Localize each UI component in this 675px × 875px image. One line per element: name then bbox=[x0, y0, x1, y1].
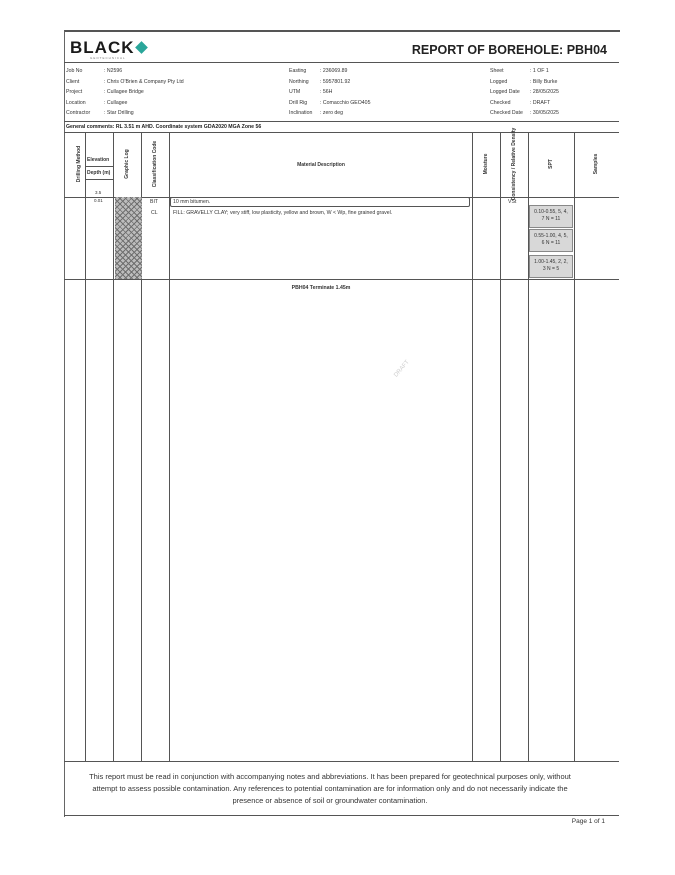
meta-value: : 1 OF 1 bbox=[530, 68, 549, 74]
meta-value: : Billy Burke bbox=[530, 78, 558, 85]
depth-value: 0.01 bbox=[94, 198, 103, 203]
col-elevation: Elevation bbox=[87, 157, 110, 163]
class-code: BIT bbox=[150, 199, 159, 205]
meta-mid bbox=[289, 66, 370, 119]
page-number: Page 1 of 1 bbox=[571, 818, 605, 825]
col-depth: Depth (m) bbox=[87, 170, 111, 176]
meta-label: Sheet bbox=[490, 68, 504, 74]
logo-text: BLACK bbox=[70, 38, 135, 57]
column-divider bbox=[574, 132, 575, 761]
meta-label: Logged Date bbox=[490, 89, 520, 96]
column-divider bbox=[113, 132, 114, 761]
report-frame bbox=[64, 30, 620, 817]
meta-label: Drill Rig bbox=[289, 99, 308, 106]
draft-watermark: DRAFT bbox=[393, 359, 411, 379]
footer-bottom-rule bbox=[64, 815, 619, 816]
report-title: REPORT OF BOREHOLE: PBH04 bbox=[411, 43, 607, 57]
col-classification: Classification Code bbox=[152, 140, 158, 188]
meta-left bbox=[66, 66, 184, 119]
meta-rule bbox=[64, 121, 619, 122]
header-rule bbox=[64, 62, 619, 63]
spt-line: 7 N = 11 bbox=[541, 216, 561, 222]
material-description: 10 mm bitumen. bbox=[173, 199, 211, 205]
column-divider bbox=[500, 132, 501, 761]
meta-value: : Chris O'Brien & Company Pty Ltd bbox=[104, 78, 184, 85]
meta-label: Inclination bbox=[289, 110, 313, 117]
logo-tagline: GEOTECHNICAL bbox=[90, 56, 126, 60]
meta-value: : 28/05/2025 bbox=[530, 89, 559, 96]
class-code: CL bbox=[151, 210, 158, 216]
logo-diamond-icon bbox=[135, 41, 148, 54]
spt-test bbox=[529, 205, 573, 228]
col-spt: SPT bbox=[548, 159, 554, 169]
col-graphic-log: Graphic Log bbox=[124, 149, 130, 179]
meta-label: Client bbox=[66, 78, 80, 85]
meta-label: Checked bbox=[490, 99, 511, 106]
col-consistency: Consistency / Relative Density bbox=[511, 127, 517, 201]
meta-label: UTM bbox=[289, 89, 301, 96]
elevation-value: 3.5 bbox=[95, 190, 102, 195]
meta-label: Checked Date bbox=[490, 110, 523, 117]
meta-value: : Star Drilling bbox=[104, 110, 134, 117]
meta-value: : zero deg bbox=[320, 110, 344, 117]
meta-label: Northing bbox=[289, 78, 309, 85]
spt-line: 0.55-1.00, 4, 5, bbox=[534, 233, 568, 239]
material-description: FILL: GRAVELLY CLAY; very stiff, low plasticity, yellow and brown, W < Wp, fine grained gravel. bbox=[173, 210, 393, 216]
meta-value: : 30/05/2025 bbox=[530, 110, 559, 117]
meta-label: Contractor bbox=[66, 110, 91, 117]
comments-rule bbox=[64, 132, 619, 133]
col-drilling-method: Drilling Method bbox=[76, 145, 82, 183]
col-samples: Samples bbox=[593, 153, 599, 175]
company-logo bbox=[70, 38, 146, 58]
meta-right bbox=[490, 66, 559, 119]
meta-value: : 236069.89 bbox=[320, 68, 348, 74]
meta-value: : 56H bbox=[320, 89, 333, 96]
meta-label: Project bbox=[66, 89, 83, 96]
elev-depth-rule bbox=[85, 179, 113, 180]
meta-value: : Comacchio GEO405 bbox=[320, 99, 371, 106]
graphic-log-hatch bbox=[115, 197, 142, 279]
column-divider bbox=[472, 132, 473, 761]
spt-line: 0.10-0.55, 5, 4, bbox=[534, 209, 568, 215]
meta-value: : DRAFT bbox=[530, 99, 551, 106]
meta-label: Job No bbox=[66, 68, 83, 74]
meta-value: : 5957801.92 bbox=[320, 78, 351, 85]
bitumen-row-box bbox=[170, 197, 470, 207]
log-bottom-rule bbox=[64, 761, 619, 762]
meta-value: : Cullagee Bridge bbox=[104, 89, 144, 96]
meta-label: Easting bbox=[289, 68, 307, 74]
spt-test bbox=[529, 255, 573, 278]
disclaimer: This report must be read in conjunction with accompanying notes and abbreviations. It has been prepared for geotechnical purposes only, without attempt to assess possible contamination. Any references to potential contamination are for information only and do not necessarily indicate the presence or absence of soil or groundwater contamination. bbox=[89, 772, 571, 805]
column-divider bbox=[85, 132, 86, 761]
col-moisture: Moisture bbox=[483, 153, 489, 175]
spt-line: 6 N = 11 bbox=[541, 240, 561, 246]
spt-line: 1.00-1.45, 2, 2, bbox=[534, 259, 568, 265]
meta-label: Location bbox=[66, 99, 86, 106]
column-divider bbox=[169, 132, 170, 761]
spt-line: 3 N = 5 bbox=[542, 266, 560, 272]
termination-rule bbox=[64, 279, 619, 280]
meta-value: : N2596 bbox=[104, 68, 123, 74]
col-material: Material Description bbox=[297, 162, 345, 168]
spt-test bbox=[529, 229, 573, 252]
consistency-value: VSt bbox=[508, 199, 517, 205]
general-comments: General comments: RL 3.51 m AHD. Coordinate system GDA2020 MGA Zone 56 bbox=[66, 124, 262, 130]
meta-value: : Cullagee bbox=[104, 99, 128, 106]
meta-label: Logged bbox=[490, 78, 508, 85]
elev-depth-rule bbox=[85, 166, 113, 167]
termination-note: PBH04 Terminate 1.45m bbox=[291, 285, 351, 291]
